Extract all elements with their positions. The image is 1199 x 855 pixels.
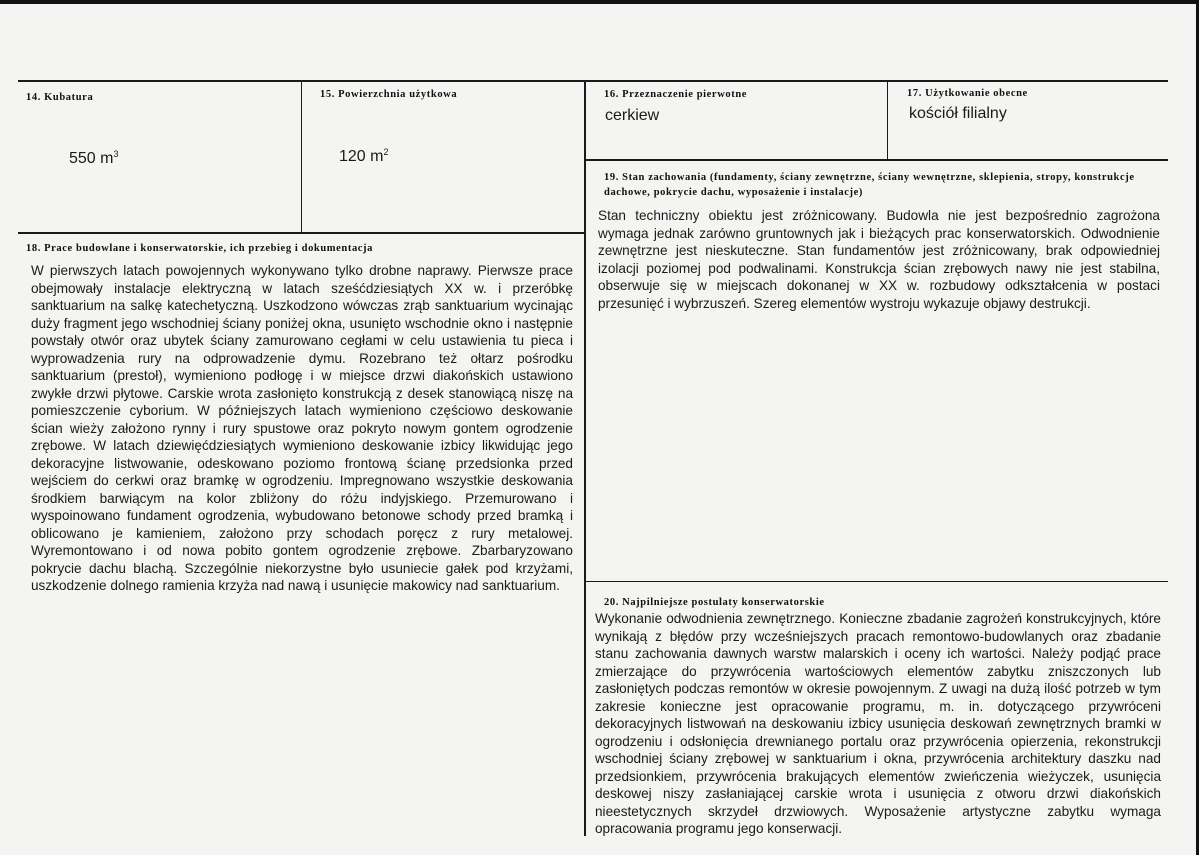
field-17-label: 17. Użytkowanie obecne	[907, 88, 1028, 99]
field-14-number: 550 m	[69, 150, 114, 167]
field-19-text: Stan techniczny obiektu jest zróżnicowany. Budowla nie jest bezpośrednio zagrożona wymaga jednak zarówno gruntownych jak i bieżących prac konserwatorskich. Odwodnienie zewnętrzne jest nieskuteczne. Stan fundamentów jest zróżnicowany, brak odpowiedniej izolacji poziomej pod podwalinami. Konstrukcja ścian zrębowych nawy nie jest stabilna, obserwuje się w miejscach dokonanej w XX w. rozbudowy odkształcenia w postaci przesunięć i wybrzuszeń. Szereg elementów wystroju wykazuje objawy destrukcji.	[598, 208, 1160, 311]
divider-14-15	[301, 80, 302, 233]
field-15-value	[339, 147, 388, 166]
divider-16-17	[887, 80, 888, 160]
field-14-value	[69, 149, 118, 168]
divider-left-right	[584, 80, 586, 836]
field-18-text: W pierwszych latach powojennych wykonywano tylko drobne naprawy. Pierwsze prace obejmowały instalacje elektryczną w latach sześćdziesiątych XX w. i przeróbkę sanktuarium na salkę katechetyczną. Uszkodzono wówczas zrąb sanktuarium wycinając duży fragment jego wschodniej ściany poniżej okna, usunięto wschodnie okno i następnie powstały otwór oraz ubytek ściany zamurowano cegłami w celu ustawienia tu pieca i wyprowadzenia rury na odprowadzenie dymu. Rozebrano też ołtarz pośrodku sanktuarium (prestoł), wymieniono podłogę i w miejsce drzwi diakońskich ustawiono zwykłe drzwi płytowe. Carskie wrota zasłonięto konstrukcją z desek stanowiącą niszę na pomieszczenie cyborium. W późniejszych latach wymieniono częściowo deskowanie ścian wieży założono rynny i rury spustowe oraz pokryto nowym gontem ogrodzenie zrębowe. W latach dziewięćdziesiątych wymieniono deskowanie izbicy likwidując jego dekoracyjne listwowanie, odeskowano poziomo frontową ścianę przedsionka przed wejściem do cerkwi oraz bramkę w ogrodzeniu. Impregnowano wszystkie deskowania środkiem barwiącym na kolor zbliżony do różu indyjskiego. Przemurowano i wyspoinowano fundament ogrodzenia, wybudowano betonowe schody przed bramką i oblicowano je kamieniem, założono przy schodach poręcz z rury metalowej. Wyremontowano i od nowa pobito gontem ogrodzenie zrębowe. Zbarbaryzowano pokrycie dachu blachą. Szczególnie niekorzystne było usuniecie gałek pod krzyżami, uszkodzenie dolnego ramienia krzyża nad nawą i usunięcie makowicy nad sanktuarium.	[31, 263, 573, 593]
header-rule	[18, 80, 1168, 82]
rule-above-20	[584, 581, 1168, 582]
field-16-value: cerkiew	[605, 107, 660, 124]
field-15-superscript: 2	[383, 147, 389, 157]
field-18-label: 18. Prace budowlane i konserwatorskie, ich przebieg i dokumentacja	[26, 243, 374, 254]
rule-under-14-15	[18, 232, 585, 234]
card-top-edge	[0, 0, 1199, 4]
field-15-number: 120 m	[339, 148, 384, 165]
rule-under-16-17	[584, 159, 1168, 161]
field-14-superscript: 3	[113, 149, 119, 159]
field-19-label: 19. Stan zachowania (fundamenty, ściany zewnętrzne, ściany wewnętrzne, sklepienia, stropy, konstrukcje dachowe, pokrycie dachu, wyposażenie i instalacje)	[604, 172, 1135, 198]
field-15-label: 15. Powierzchnia użytkowa	[320, 89, 458, 100]
field-20-label: 20. Najpilniejsze postulaty konserwatorskie	[604, 597, 825, 608]
field-17-value: kościół filialny	[909, 105, 1007, 122]
field-16-label: 16. Przeznaczenie pierwotne	[604, 89, 748, 100]
field-20-text: Wykonanie odwodnienia zewnętrznego. Konieczne zbadanie zagrożeń konstrukcyjnych, które wynikają z błędów przy wcześniejszych pracach remontowo-budowlanych oraz zbadanie stanu zachowania dawnych warstw malarskich i oceny ich wartości. Należy podjąć prace zmierzające do przywrócenia wartościowych elementów zabytku zniszczonych lub zasłoniętych podczas remontów w okresie powojennym. Z uwagi na dużą ilość potrzeb w tym zakresie konieczne jest opracowanie programu, m. in. dotyczącego przywróceni dekoracyjnych listwowań na deskowaniu izbicy usunięcia deskowań zewnętrznych bramki w ogrodzeniu i odsłonięcia drewnianego portalu oraz przywrócenia opierzenia, rekonstrukcji wschodniej ściany zrębowej w sanktuarium i okna, przywrócenia architektury daszku nad przedsionkiem, przywrócenia brakujących elementów zwieńczenia wieżyczek, usunięcia deskowej niszy zasłaniającej carskie wrota i usunięcia z otworu drzwi diakońskich nieestetycznych skrzydeł drzwiowych. Wyposażenie artystyczne zabytku wymaga opracowania programu jego konserwacji.	[595, 611, 1161, 836]
field-14-label: 14. Kubatura	[26, 92, 94, 103]
